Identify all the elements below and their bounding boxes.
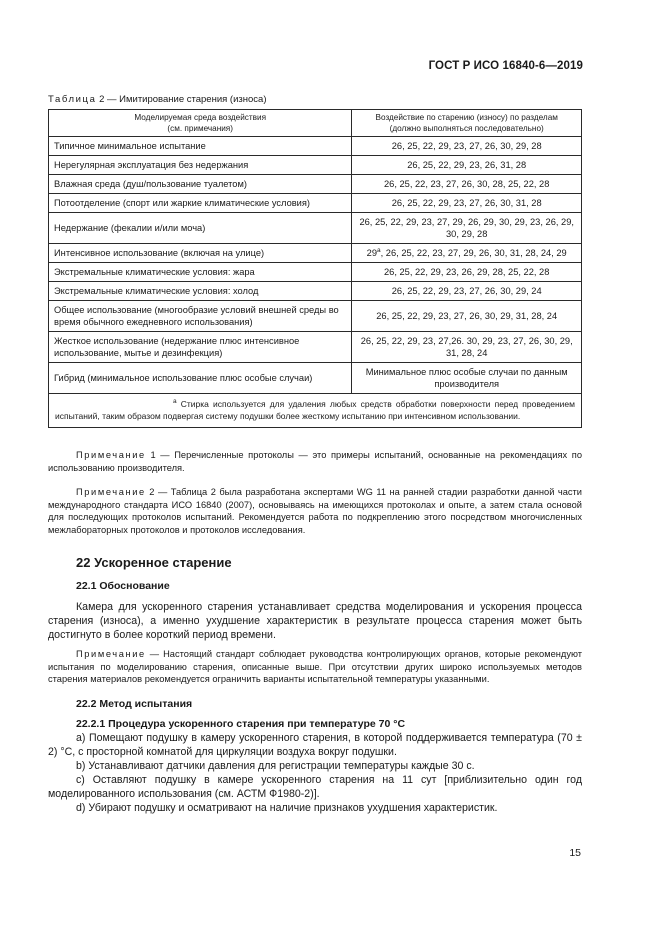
step-c: c) Оставляют подушку в камере ускоренного старения на 11 сут [приблизительно один год моделированного использования (см. АСТМ Ф1980-2)].: [48, 774, 582, 800]
table-caption-title: 2 — Имитирование старения (износа): [96, 94, 267, 105]
document-header-id: ГОСТ Р ИСО 16840-6—2019: [428, 60, 583, 72]
section-22-2-1-title: 22.2.1 Процедура ускоренного старения при температуре 70 °C: [76, 718, 406, 730]
section-22-title: 22 Ускоренное старение: [76, 555, 232, 570]
table-row: [49, 363, 582, 394]
table-cell-environment: Экстремальные климатические условия: жара: [49, 263, 352, 282]
table-row: [49, 194, 582, 213]
table-cell-sections: 26, 25, 22, 29, 23, 27,26. 30, 29, 23, 27, 26, 30, 29, 31, 28, 24: [352, 332, 582, 363]
table-row: [49, 244, 582, 263]
page-number: 15: [569, 847, 581, 859]
step-b: b) Устанавливают датчики давления для регистрации температуры каждые 30 с.: [76, 760, 475, 772]
table-cell-environment: Жесткое использование (недержание плюс интенсивное использование, мытье и дезинфекция): [49, 332, 352, 363]
table-footnote: $^a$ Стирка используется для удаления любых средств обработки поверхности перед проведением испытаний, таким образом подвергая систему подушки более жесткому испытанию при интенсивном использовании.: [49, 394, 582, 428]
note-label: Примечание: [76, 450, 146, 460]
section-22-1-note: Примечание — Настоящий стандарт соблюдает руководства контролирующих органов, которые рекомендуют испытания по моделированию старения, описанные выше. При отсутствии других широко используемых методов старения материалов рекомендуется ограничить варианты испытательной температуры указанными.: [48, 649, 582, 684]
footnote-marker: a: [173, 398, 177, 406]
table-cell-sections: 29$^a$, 26, 25, 22, 23, 27, 29, 26, 30, 31, 28, 24, 29: [352, 244, 582, 263]
table-row: [49, 263, 582, 282]
table-cell-environment: Нерегулярная эксплуатация без недержания: [49, 156, 352, 175]
step-a: a) Помещают подушку в камеру ускоренного старения, в которой поддерживается температура (70 ± 2) °С, с просторной комнатой для циркуляции воздуха вокруг подушки.: [48, 732, 582, 758]
aging-simulation-table: [48, 109, 582, 428]
table-cell-sections: 26, 25, 22, 23, 27, 26, 30, 28, 25, 22, 28: [352, 175, 582, 194]
table-cell-sections: 26, 25, 22, 29, 23, 27, 26, 30, 29, 24: [352, 282, 582, 301]
table-row: [49, 282, 582, 301]
section-22-2-title: 22.2 Метод испытания: [76, 698, 193, 710]
table-row: [49, 175, 582, 194]
note-label: Примечание: [76, 649, 146, 659]
table-cell-environment: Влажная среда (душ/пользование туалетом): [49, 175, 352, 194]
table-cell-environment: Типичное минимальное испытание: [49, 137, 352, 156]
table-cell-sections: 26, 25, 22, 29, 23, 27, 26, 30, 31, 28: [352, 194, 582, 213]
table-cell-environment: Потоотделение (спорт или жаркие климатические условия): [49, 194, 352, 213]
step-d: d) Убирают подушку и осматривают на наличие признаков ухудшения характеристик.: [76, 802, 498, 814]
table-cell-environment: Общее использование (многообразие условий внешней среды во время обычного ежедневного использования): [49, 301, 352, 332]
table-cell-sections: Минимальное плюс особые случаи по данным производителя: [352, 363, 582, 394]
table-row: [49, 156, 582, 175]
table-cell-sections: 26, 25, 22, 29, 23, 27, 26, 30, 29, 31, 28, 24: [352, 301, 582, 332]
table-cell-environment: Интенсивное использование (включая на улице): [49, 244, 352, 263]
table-cell-environment: Гибрид (минимальное использование плюс особые случаи): [49, 363, 352, 394]
table-row: [49, 332, 582, 363]
table-row: [49, 213, 582, 244]
column-header-environment: Моделируемая среда воздействия (см. примечания): [49, 110, 352, 137]
note-label: Примечание: [76, 487, 146, 497]
footnote-marker: a: [377, 246, 381, 254]
table-cell-environment: Экстремальные климатические условия: холод: [49, 282, 352, 301]
table-caption-prefix: Таблица: [48, 94, 97, 105]
table-cell-environment: Недержание (фекалии и/или моча): [49, 213, 352, 244]
table-header-row: [49, 110, 582, 137]
table-cell-sections: 26, 25, 22, 29, 23, 26, 31, 28: [352, 156, 582, 175]
table-cell-sections: 26, 25, 22, 29, 23, 27, 26, 30, 29, 28: [352, 137, 582, 156]
note-2: Примечание 2 — Таблица 2 была разработана экспертами WG 11 на ранней стадии разработки данной части международного стандарта ИСО 16840 (2007), основываясь на имеющихся протоколах и опыте, а затем стала основой для последующих протоколов испытаний. Рекомендуется работа по подкреплению этого посредством многочисленных межлабораторных протоколов и протоколов исследования.: [48, 487, 582, 535]
table-row: [49, 301, 582, 332]
column-header-sections: Воздействие по старению (износу) по разделам (должно выполняться последовательно): [352, 110, 582, 137]
section-22-1-text: Камера для ускоренного старения устанавливает средства моделирования и ускорения процесса старения (износа), а именно ухудшение характеристик в результате процесса старения может быть достигнуто в более короткий период времени.: [48, 601, 582, 641]
table-cell-sections: 26, 25, 22, 29, 23, 27, 29, 26, 29, 30, 29, 23, 26, 29, 30, 29, 28: [352, 213, 582, 244]
table-caption: [48, 94, 266, 105]
table-cell-sections: 26, 25, 22, 29, 23, 26, 29, 28, 25, 22, 28: [352, 263, 582, 282]
table-footnote-row: [49, 394, 582, 428]
note-1: Примечание 1 — Перечисленные протоколы — это примеры испытаний, основанные на рекомендациях по использованию производителя.: [48, 450, 582, 473]
table-row: [49, 137, 582, 156]
section-22-1-title: 22.1 Обоснование: [76, 580, 170, 592]
